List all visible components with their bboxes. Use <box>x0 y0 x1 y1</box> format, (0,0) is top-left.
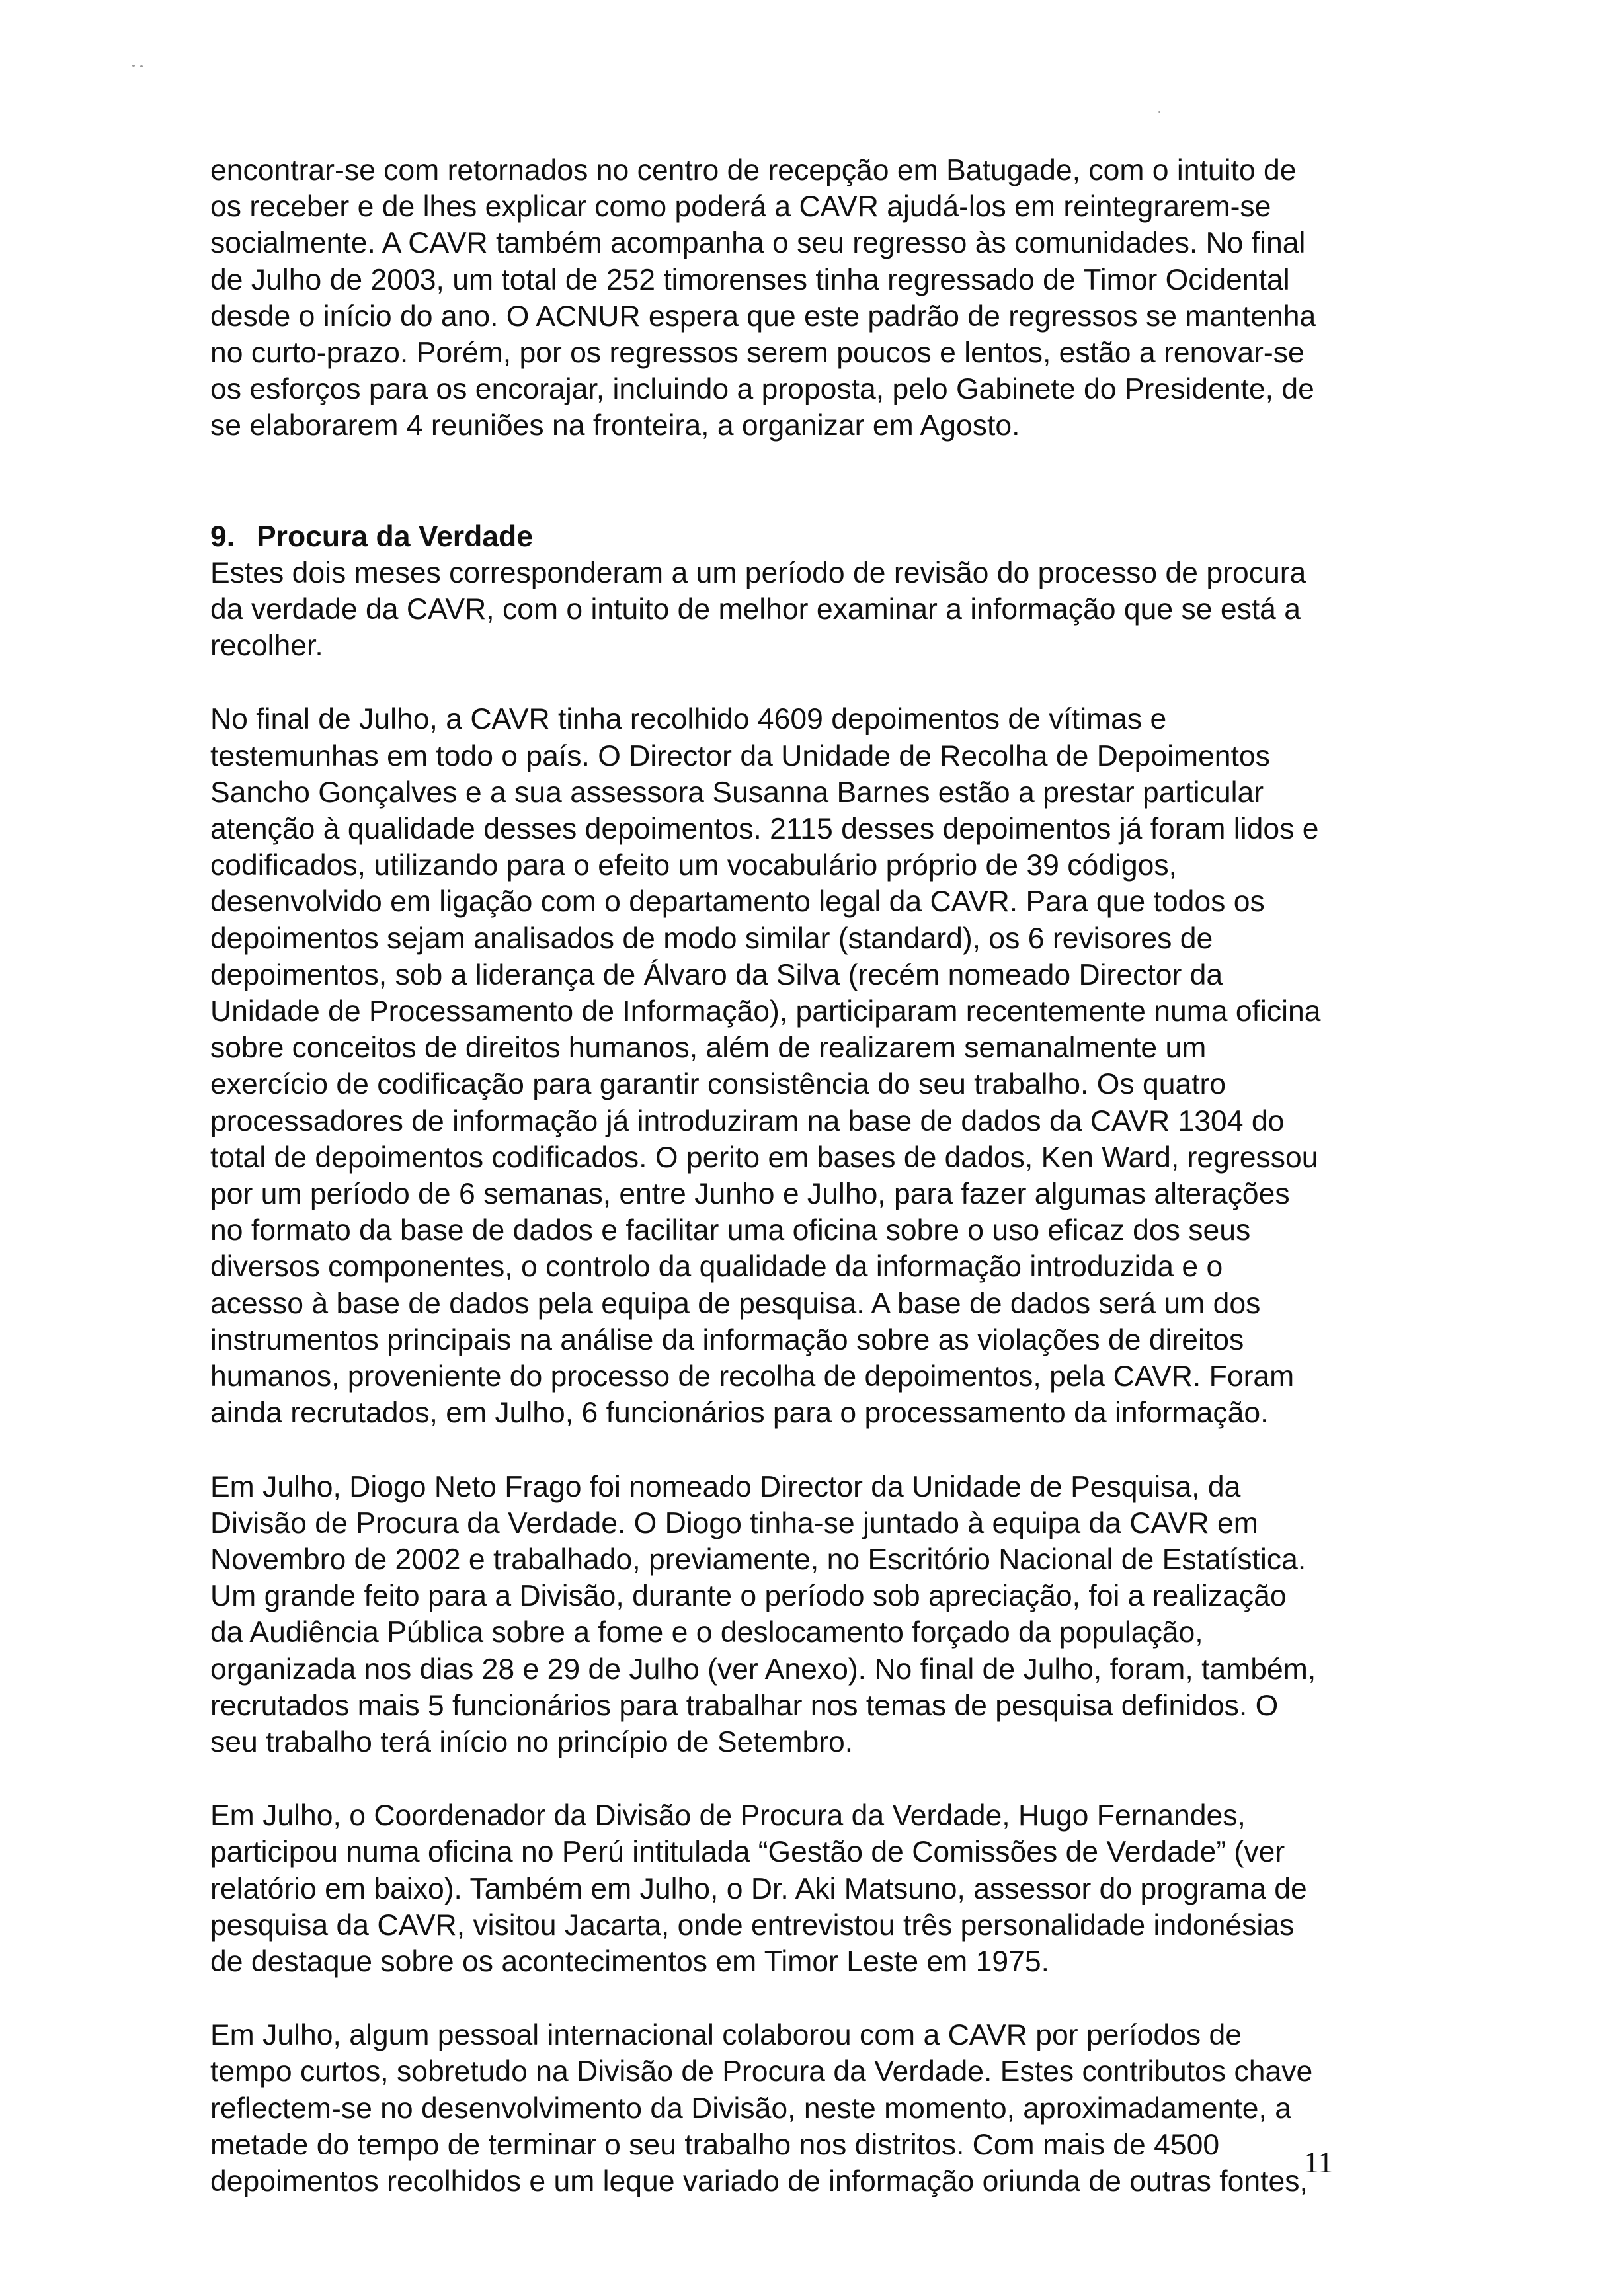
page-number: 11 <box>1304 2145 1334 2179</box>
paragraph: Estes dois meses corresponderam a um período de revisão do processo de procura da verdade da CAVR, com o intuito de melhor examinar a informação que se está a recolher. <box>210 556 1306 663</box>
paragraph: Em Julho, Diogo Neto Frago foi nomeado Director da Unidade de Pesquisa, da Divisão de Procura da Verdade. O Diogo tinha-se juntado à equipa da CAVR em Novembro de 2002 e trabalhado, previamente, no Escritório Nacional de Estatística. Um grande feito para a Divisão, durante o período sob apreciação, foi a realização da Audiência Pública sobre a fome e o deslocamento forçado da população, organizada nos dias 28 e 29 de Julho (ver Anexo). No final de Julho, foram, também, recrutados mais 5 funcionários para trabalhar nos temas de pesquisa definidos. O seu trabalho terá início no princípio de Setembro. <box>210 1470 1316 1758</box>
scan-speck <box>132 65 135 67</box>
paragraph-continuation: encontrar-se com retornados no centro de recepção em Batugade, com o intuito de os receber e de lhes explicar como poderá a CAVR ajudá-los em reintegrarem-se socialmente. A CAVR também acompanha o seu regresso às comunidades. No final de Julho de 2003, um total de 252 timorenses tinha regressado de Timor Ocidental desde o início do ano. O ACNUR espera que este padrão de regressos se mantenha no curto-prazo. Porém, por os regressos serem poucos e lentos, estão a renovar-se os esforços para os encorajar, incluindo a proposta, pelo Gabinete do Presidente, de se elaborarem 4 reuniões na fronteira, a organizar em Agosto. <box>210 154 1316 442</box>
scan-speck <box>1158 111 1160 113</box>
section-heading <box>210 518 1364 555</box>
scan-speck <box>140 65 143 67</box>
paragraph: No final de Julho, a CAVR tinha recolhido 4609 depoimentos de vítimas e testemunhas em todo o país. O Director da Unidade de Recolha de Depoimentos Sancho Gonçalves e a sua assessora Susanna Barnes estão a prestar particular atenção à qualidade desses depoimentos. 2115 desses depoimentos já foram lidos e codificados, utilizando para o efeito um vocabulário próprio de 39 códigos, desenvolvido em ligação com o departamento legal da CAVR. Para que todos os depoimentos sejam analisados de modo similar (standard), os 6 revisores de depoimentos, sob a liderança de Álvaro da Silva (recém nomeado Director da Unidade de Processamento de Informação), participaram recentemente numa oficina sobre conceitos de direitos humanos, além de realizarem semanalmente um exercício de codificação para garantir consistência do seu trabalho. Os quatro processadores de informação já introduziram na base de dados da CAVR 1304 do total de depoimentos codificados. O perito em bases de dados, Ken Ward, regressou por um período de 6 semanas, entre Junho e Julho, para fazer algumas alterações no formato da base de dados e facilitar uma oficina sobre o uso eficaz dos seus diversos componentes, o controlo da qualidade da informação introduzida e o acesso à base de dados pela equipa de pesquisa. A base de dados será um dos instrumentos principais na análise da informação sobre as violações de direitos humanos, proveniente do processo de recolha de depoimentos, pela CAVR. Foram ainda recrutados, em Julho, 6 funcionários para o processamento da informação. <box>210 703 1321 1430</box>
section-number: 9. <box>210 520 235 553</box>
paragraph: Em Julho, algum pessoal internacional colaborou com a CAVR por períodos de tempo curtos, sobretudo na Divisão de Procura da Verdade. Estes contributos chave reflectem-se no desenvolvimento da Divisão, neste momento, aproximadamente, a metade do tempo de terminar o seu trabalho nos distritos. Com mais de 4500 depoimentos recolhidos e um leque variado de informação oriunda de outras fontes, <box>210 2019 1313 2197</box>
paragraph: Em Julho, o Coordenador da Divisão de Procura da Verdade, Hugo Fernandes, participou numa oficina no Perú intitulada “Gestão de Comissões de Verdade” (ver relatório em baixo). Também em Julho, o Dr. Aki Matsuno, assessor do programa de pesquisa da CAVR, visitou Jacarta, onde entrevistou três personalidade indonésias de destaque sobre os acontecimentos em Timor Leste em 1975. <box>210 1799 1307 1978</box>
document-body <box>210 152 1364 2199</box>
section-title: Procura da Verdade <box>257 520 533 553</box>
